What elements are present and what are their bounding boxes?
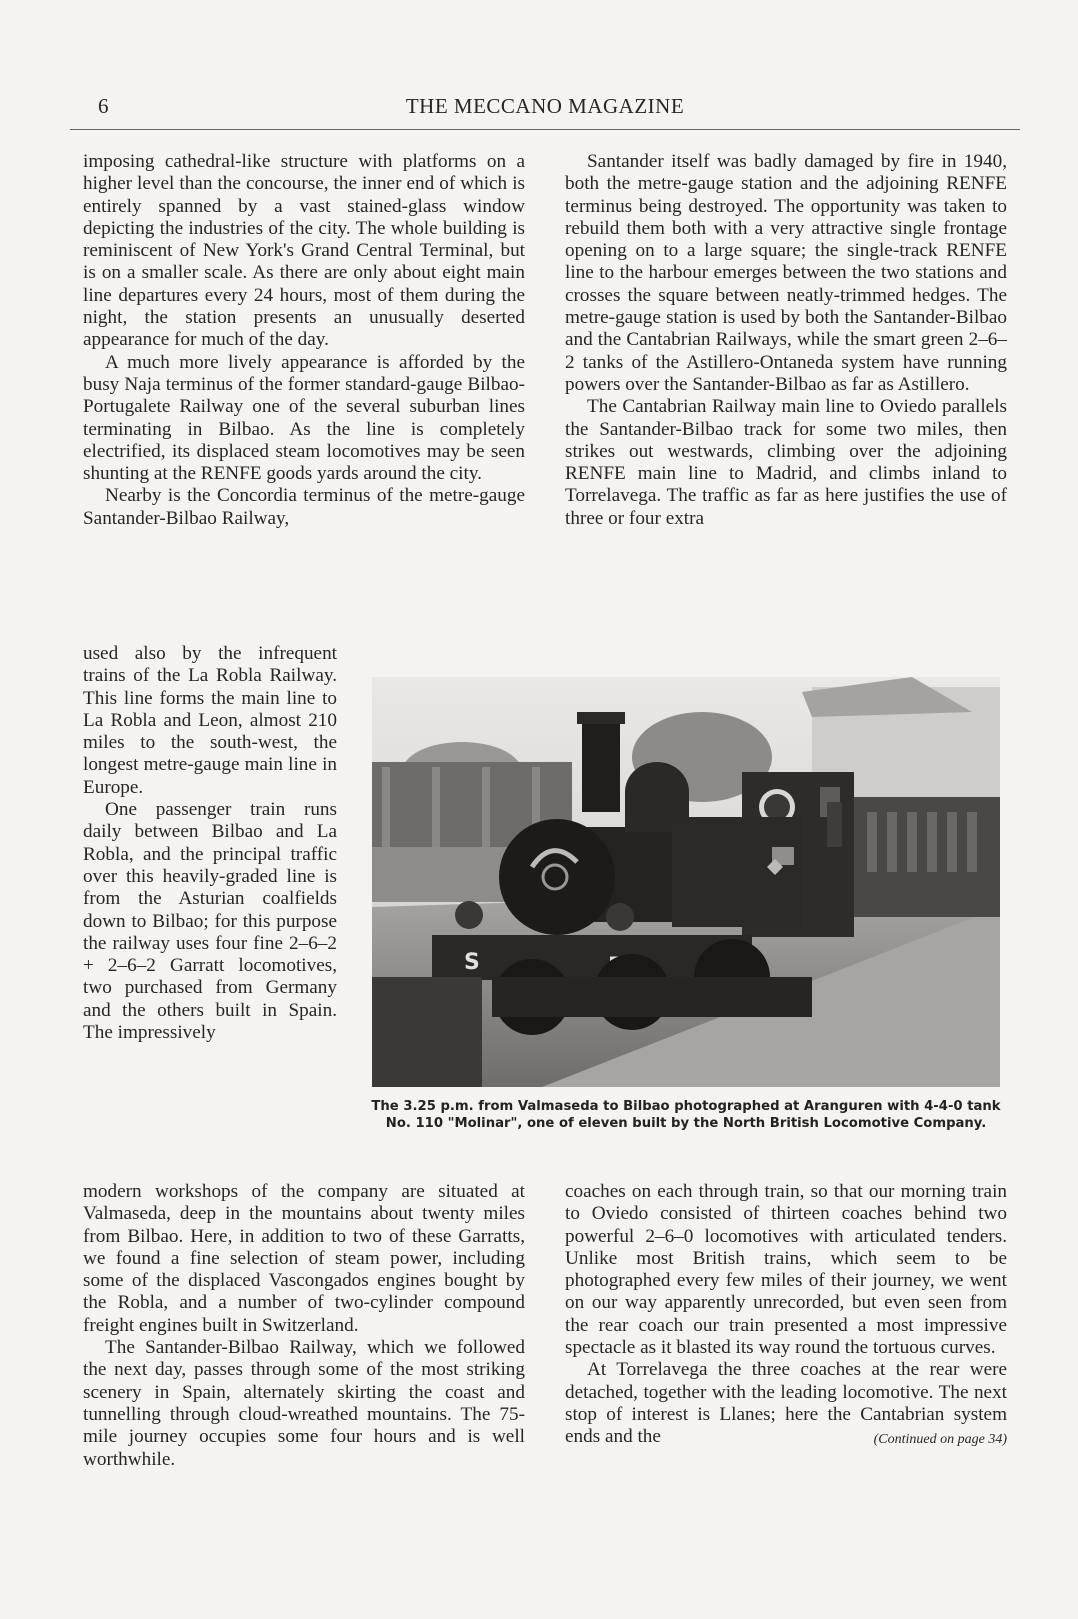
paragraph: coaches on each through train, so that our morning train to Oviedo consisted of thirteen coaches behind two powerful 2–6–0 locomotives with articulated tenders. Unlike most British trains, which seem to be photographed every few miles of their journey, we went on our way apparently unrecorded, but even seen from the rear coach our train presented a most impressive spectacle as it blasted its way round the tortuous curves. <box>565 1181 1007 1359</box>
page-number: 6 <box>98 94 109 118</box>
buffer-letter-s: S <box>464 950 480 975</box>
paragraph: imposing cathedral-like structure with platforms on a higher level than the concourse, the inner end of which is entirely spanned by a vast stained-glass window depicting the industries of the city. The whole building is reminiscent of New York's Grand Central Terminal, but is on a smaller scale. As there are only about eight main line departures every 24 hours, most of them during the night, the station presents an unusually deserted appearance for much of the day. <box>83 151 525 351</box>
continued-note: (Continued on page 34) <box>873 1432 1007 1448</box>
right-column-bottom <box>565 1181 1007 1452</box>
paragraph-text: At Torrelavega the three coaches at the rear were detached, together with the leading locomotive. The next stop of interest is Llanes; here the Cantabrian system ends and the <box>565 1359 1007 1448</box>
paragraph: Nearby is the Concordia terminus of the metre-gauge Santander-Bilbao Railway, <box>83 485 525 529</box>
figure-caption: The 3.25 p.m. from Valmaseda to Bilbao photographed at Aranguren with 4-4-0 tank No. 110 "Molinar", one of eleven built by the North British Locomotive Company. <box>371 1099 1001 1131</box>
left-column-bottom <box>83 1181 525 1471</box>
paragraph: Santander itself was badly damaged by fire in 1940, both the metre-gauge station and the adjoining RENFE terminus being destroyed. The opportunity was taken to rebuild them both with a very attractive single frontage opening on to a large square; the single-track RENFE line to the harbour emerges between the two stations and crosses the square between neatly-trimmed hedges. The metre-gauge station is used by both the Santander-Bilbao and the Cantabrian Railways, while the smart green 2–6–2 tanks of the Astillero-Ontaneda system have running powers over the Santander-Bilbao as far as Astillero. <box>565 151 1007 395</box>
right-column-top <box>565 151 1007 530</box>
left-column-narrow <box>83 643 337 1044</box>
header-rule <box>70 129 1020 130</box>
page-header <box>70 88 1020 124</box>
paragraph <box>565 1359 1007 1448</box>
paragraph: One passenger train runs daily between Bilbao and La Robla, and the principal traffic over this heavily-graded line is from the Asturian coalfields down to Bilbao; for this purpose the railway uses four fine 2–6–2 + 2–6–2 Garratt locomotives, two purchased from Germany and the others built in Spain. The impressively <box>83 799 337 1044</box>
locomotive-photo <box>372 677 1000 1087</box>
paragraph: The Santander-Bilbao Railway, which we followed the next day, passes through some of the most striking scenery in Spain, alternately skirting the coast and tunnelling through cloud-wreathed mountains. The 75-mile journey occupies some four hours and is well worthwhile. <box>83 1337 525 1470</box>
paragraph: used also by the infrequent trains of the La Robla Railway. This line forms the main line to La Robla and Leon, almost 210 miles to the south-west, the longest metre-gauge main line in Europe. <box>83 643 337 798</box>
paragraph: A much more lively appearance is afforded by the busy Naja terminus of the former standard-gauge Bilbao-Portugalete Railway one of the several suburban lines terminating in Bilbao. As the line is completely electrified, its displaced steam locomotives may be seen shunting at the RENFE goods yards around the city. <box>83 351 525 485</box>
paragraph: The Cantabrian Railway main line to Oviedo parallels the Santander-Bilbao track for some two miles, then strikes out westwards, climbing over the adjoining RENFE main line to Madrid, and climbs inland to Torrelavega. The traffic as far as here justifies the use of three or four extra <box>565 396 1007 529</box>
magazine-title: THE MECCANO MAGAZINE <box>405 94 685 118</box>
paragraph: modern workshops of the company are situated at Valmaseda, deep in the mountains about twenty miles from Bilbao. Here, in addition to two of these Garratts, we found a fine selection of steam power, including some of the displaced Vascongados engines bought by the Robla, and a number of two-cylinder compound freight engines built in Switzerland. <box>83 1181 525 1336</box>
left-column-top <box>83 151 525 530</box>
